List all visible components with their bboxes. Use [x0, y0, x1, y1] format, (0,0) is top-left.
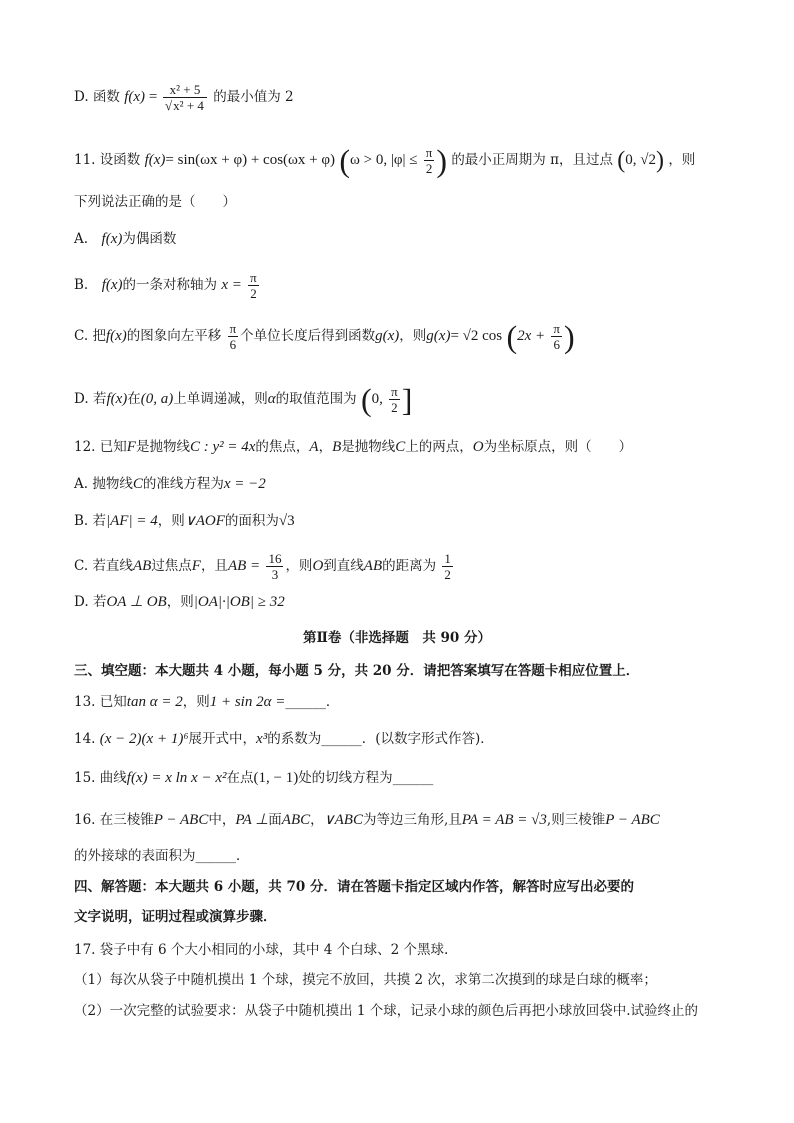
- q16-cont: 的外接球的表面积为______．: [74, 848, 250, 864]
- q13: 13. 已知tan α = 2，则1 + sin 2α =______．: [74, 694, 340, 710]
- q17-part2: （2）一次完整的试验要求：从袋子中随机摸出 1 个球，记录小球的颜色后再把小球放回袋中.试验终止的: [74, 1003, 699, 1019]
- q15: 15. 曲线f(x) = x ln x − x²在点(1, − 1)处的切线方程为______: [74, 770, 434, 786]
- q17-stem: 17. 袋子中有 6 个大小相同的小球，其中 4 个白球、2 个黑球.: [74, 942, 449, 958]
- q10-option-d: D. 函数 f(x) = $\frac{\text{x² + 5}}{\text{√x² + 4}}$ 的最小值为 2: [74, 82, 294, 113]
- section4-heading: 四、解答题：本大题共 6 小题，共 70 分．请在答题卡指定区域内作答，解答时应写出必要的: [74, 879, 634, 895]
- q16: 16. 在三棱锥P − ABC中，PA ⊥面ABC，∨ABC为等边三角形,且PA = AB = √3,则三棱锥P − ABC: [74, 812, 660, 828]
- q11-stem-cont: 下列说法正确的是（ ）: [74, 194, 236, 210]
- q17-part1: （1）每次从袋子中随机摸出 1 个球，摸完不放回，共摸 2 次，求第二次摸到的球是白球的概率；: [74, 972, 657, 988]
- part2-title: 第Ⅱ卷（非选择题 共 90 分）: [302, 630, 492, 646]
- q12-option-a: A. 抛物线C的准线方程为x = −2: [74, 476, 266, 492]
- q10-fraction: $\frac{\text{x² + 5}}{\text{√x² + 4}}$: [163, 82, 207, 113]
- q11-option-d: D. 若f(x)在(0, a)上单调递减，则α的取值范围为 (0, $\frac{\pi}{2}$ ]: [74, 381, 413, 418]
- q12-option-d: D. 若OA ⊥ OB，则|OA|·|OB| ≥ 32: [74, 594, 285, 610]
- q12-stem: 12. 已知F是抛物线C : y² = 4x的焦点，A，B是抛物线C上的两点，O为坐标原点，则（ ）: [74, 439, 633, 455]
- q12-option-c: C. 若直线AB过焦点F，且AB = $\frac{16}{3}$ ，则O到直线AB的距离为 $\frac{1}{2}$: [74, 551, 451, 582]
- q12-option-b: B. 若|AF| = 4，则∨AOF的面积为√3: [74, 513, 295, 529]
- section4-heading-cont: 文字说明，证明过程或演算步骤．: [74, 909, 277, 925]
- section3-heading: 三、填空题：本大题共 4 小题，每小题 5 分，共 20 分．请把答案填写在答题卡相应位置上．: [74, 663, 640, 679]
- q11-option-a: A. f(x)为偶函数: [74, 231, 177, 247]
- q11-stem: 11. 设函数 f(x)= sin(ωx + φ) + cos(ωx + φ) (ω > 0, |φ| ≤ $\frac{\pi}{2}$ ) 的最小正周期为 π，且过点 (0, √2) ，则: [74, 142, 696, 179]
- q14: 14. (x − 2)(x + 1)⁶展开式中，x³的系数为______．(以数字形式作答)．: [74, 731, 494, 747]
- q11-option-c: C. 把f(x)的图象向左平移 $\frac{\pi}{6}$ 个单位长度后得到函数g(x)，则g(x)= √2 cos (2x + $\frac{\pi}{6}$ ): [74, 318, 575, 355]
- q11-option-b: B. f(x)的一条对称轴为 x = $\frac{\pi}{2}$: [74, 270, 257, 301]
